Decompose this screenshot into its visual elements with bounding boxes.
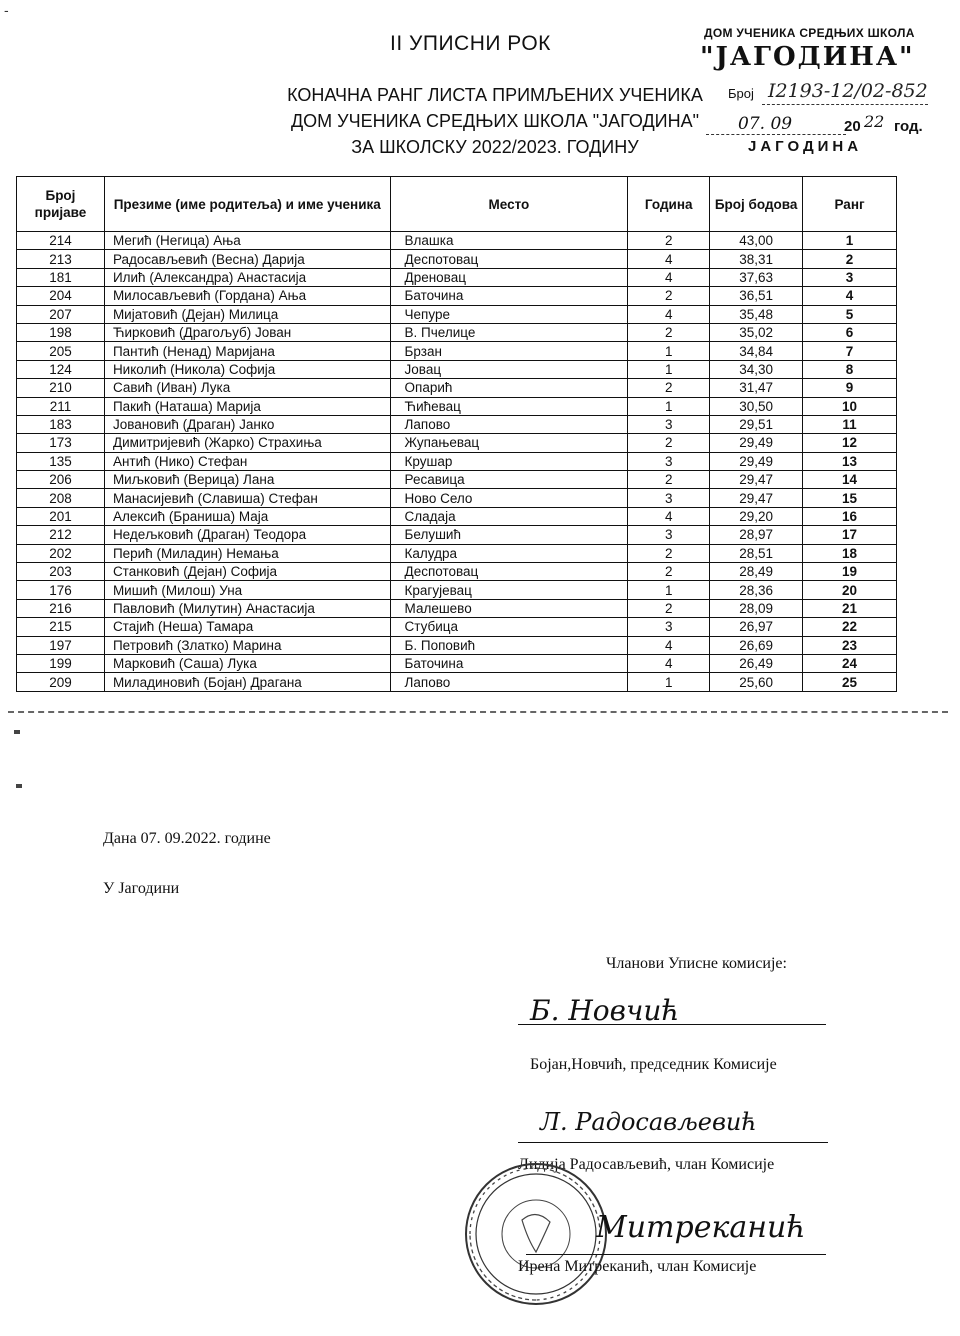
stamp-year-suffix: 22 bbox=[864, 112, 885, 131]
cell-app-no: 208 bbox=[17, 489, 105, 507]
table-row bbox=[17, 489, 897, 507]
table-row bbox=[17, 673, 897, 691]
stamp-city: ЈАГОДИНА bbox=[748, 138, 863, 155]
cell-rank: 20 bbox=[803, 581, 897, 599]
cell-year: 1 bbox=[628, 397, 710, 415]
cell-rank: 24 bbox=[803, 654, 897, 672]
cell-app-no: 204 bbox=[17, 287, 105, 305]
cell-rank: 6 bbox=[803, 323, 897, 341]
cell-place: Ресавица bbox=[390, 471, 628, 489]
cell-app-no: 215 bbox=[17, 618, 105, 636]
cell-name: Милосављевић (Гордана) Ања bbox=[104, 287, 390, 305]
cell-year: 2 bbox=[628, 323, 710, 341]
table-row bbox=[17, 305, 897, 323]
cell-place: В. Пчелице bbox=[390, 323, 628, 341]
cell-app-no: 202 bbox=[17, 544, 105, 562]
table-row bbox=[17, 379, 897, 397]
scan-speck bbox=[16, 784, 22, 788]
cell-place: Чепуре bbox=[390, 305, 628, 323]
cell-place: Стубица bbox=[390, 618, 628, 636]
cell-place: Калудра bbox=[390, 544, 628, 562]
cell-name: Антић (Нико) Стефан bbox=[104, 452, 390, 470]
heading-line-2: ДОМ УЧЕНИКА СРЕДЊИХ ШКОЛА "ЈАГОДИНА" bbox=[290, 111, 700, 131]
cell-points: 37,63 bbox=[710, 268, 803, 286]
cell-rank: 11 bbox=[803, 415, 897, 433]
date-line: Дана 07. 09.2022. године bbox=[103, 830, 271, 847]
cell-app-no: 124 bbox=[17, 360, 105, 378]
commission-heading: Чланови Уписне комисије: bbox=[606, 955, 787, 972]
cell-year: 3 bbox=[628, 415, 710, 433]
header-rank: Ранг bbox=[803, 177, 897, 232]
cell-name: Мишић (Милош) Уна bbox=[104, 581, 390, 599]
cell-rank: 13 bbox=[803, 452, 897, 470]
document-heading bbox=[255, 82, 735, 160]
cell-name: Николић (Никола) Софија bbox=[104, 360, 390, 378]
table-row bbox=[17, 452, 897, 470]
cell-year: 1 bbox=[628, 581, 710, 599]
cell-year: 2 bbox=[628, 599, 710, 617]
corner-mark: - bbox=[4, 2, 9, 18]
cell-place: Ћићевац bbox=[390, 397, 628, 415]
header-year: Година bbox=[628, 177, 710, 232]
cell-app-no: 206 bbox=[17, 471, 105, 489]
cell-points: 29,47 bbox=[710, 471, 803, 489]
cell-year: 2 bbox=[628, 232, 710, 250]
cell-year: 4 bbox=[628, 654, 710, 672]
cell-app-no: 173 bbox=[17, 434, 105, 452]
cell-rank: 9 bbox=[803, 379, 897, 397]
cell-points: 43,00 bbox=[710, 232, 803, 250]
table-row bbox=[17, 232, 897, 250]
cell-points: 28,49 bbox=[710, 563, 803, 581]
cell-points: 25,60 bbox=[710, 673, 803, 691]
rank-list-table bbox=[16, 176, 897, 692]
cell-points: 29,49 bbox=[710, 434, 803, 452]
cell-year: 4 bbox=[628, 636, 710, 654]
cell-app-no: 211 bbox=[17, 397, 105, 415]
table-row bbox=[17, 323, 897, 341]
cell-app-no: 205 bbox=[17, 342, 105, 360]
cell-app-no: 183 bbox=[17, 415, 105, 433]
cell-place: Жупањевац bbox=[390, 434, 628, 452]
cell-rank: 4 bbox=[803, 287, 897, 305]
registry-stamp bbox=[698, 24, 928, 164]
table-row bbox=[17, 434, 897, 452]
cell-place: Ново Село bbox=[390, 489, 628, 507]
cell-place: Влашка bbox=[390, 232, 628, 250]
table-row bbox=[17, 599, 897, 617]
cell-rank: 17 bbox=[803, 526, 897, 544]
cell-year: 2 bbox=[628, 563, 710, 581]
table-row bbox=[17, 342, 897, 360]
cell-name: Марковић (Саша) Лука bbox=[104, 654, 390, 672]
cell-app-no: 216 bbox=[17, 599, 105, 617]
signature-2: Л. Радосављевић bbox=[540, 1108, 757, 1136]
cell-year: 2 bbox=[628, 544, 710, 562]
cell-year: 4 bbox=[628, 305, 710, 323]
cell-points: 34,84 bbox=[710, 342, 803, 360]
table-row bbox=[17, 287, 897, 305]
cell-points: 31,47 bbox=[710, 379, 803, 397]
cell-app-no: 214 bbox=[17, 232, 105, 250]
cell-year: 2 bbox=[628, 287, 710, 305]
cell-year: 1 bbox=[628, 360, 710, 378]
cell-place: Дреновац bbox=[390, 268, 628, 286]
cell-app-no: 203 bbox=[17, 563, 105, 581]
cell-year: 3 bbox=[628, 618, 710, 636]
cell-points: 28,97 bbox=[710, 526, 803, 544]
cell-points: 38,31 bbox=[710, 250, 803, 268]
place-line: У Јагодини bbox=[103, 880, 180, 897]
cell-name: Станковић (Дејан) Софија bbox=[104, 563, 390, 581]
cell-name: Миладиновић (Бојан) Драгана bbox=[104, 673, 390, 691]
cell-name: Стајић (Неша) Тамара bbox=[104, 618, 390, 636]
cell-app-no: 210 bbox=[17, 379, 105, 397]
stamp-number-value: I2193-12/02-852 bbox=[768, 80, 928, 102]
cell-place: Лапово bbox=[390, 415, 628, 433]
cell-place: Опарић bbox=[390, 379, 628, 397]
scan-speck bbox=[14, 730, 20, 734]
cell-rank: 12 bbox=[803, 434, 897, 452]
cell-year: 2 bbox=[628, 434, 710, 452]
member-caption-1: Бојан,Новчић, председник Комисије bbox=[530, 1056, 777, 1073]
cell-points: 26,69 bbox=[710, 636, 803, 654]
cell-place: Крагујевац bbox=[390, 581, 628, 599]
cell-name: Илић (Александра) Анастасија bbox=[104, 268, 390, 286]
cell-name: Миљковић (Верица) Лана bbox=[104, 471, 390, 489]
header-place: Место bbox=[390, 177, 628, 232]
header-points: Број бодова bbox=[710, 177, 803, 232]
table-row bbox=[17, 360, 897, 378]
member-caption-2: Лидија Радосављевић, члан Комисије bbox=[518, 1156, 775, 1173]
page-divider bbox=[8, 711, 948, 713]
cell-app-no: 199 bbox=[17, 654, 105, 672]
cell-rank: 8 bbox=[803, 360, 897, 378]
cell-year: 1 bbox=[628, 673, 710, 691]
cell-place: Белушић bbox=[390, 526, 628, 544]
signature-line-1 bbox=[518, 1024, 826, 1025]
cell-year: 4 bbox=[628, 507, 710, 525]
cell-place: Лапово bbox=[390, 673, 628, 691]
signature-line-3 bbox=[526, 1254, 826, 1255]
cell-year: 4 bbox=[628, 250, 710, 268]
cell-points: 26,49 bbox=[710, 654, 803, 672]
cell-year: 1 bbox=[628, 342, 710, 360]
cell-app-no: 197 bbox=[17, 636, 105, 654]
cell-points: 36,51 bbox=[710, 287, 803, 305]
cell-points: 35,48 bbox=[710, 305, 803, 323]
table-row bbox=[17, 471, 897, 489]
cell-points: 29,49 bbox=[710, 452, 803, 470]
table-row bbox=[17, 250, 897, 268]
cell-points: 35,02 bbox=[710, 323, 803, 341]
cell-name: Пакић (Наташа) Марија bbox=[104, 397, 390, 415]
cell-points: 28,36 bbox=[710, 581, 803, 599]
cell-points: 29,47 bbox=[710, 489, 803, 507]
round-title: II УПИСНИ РОК bbox=[390, 32, 551, 55]
table-header-row bbox=[17, 177, 897, 232]
cell-points: 28,51 bbox=[710, 544, 803, 562]
stamp-institution: ДОМ УЧЕНИКА СРЕДЊИХ ШКОЛА bbox=[704, 26, 915, 40]
cell-name: Недељковић (Драган) Теодора bbox=[104, 526, 390, 544]
cell-rank: 19 bbox=[803, 563, 897, 581]
table-row bbox=[17, 544, 897, 562]
table-row bbox=[17, 526, 897, 544]
cell-year: 3 bbox=[628, 452, 710, 470]
cell-rank: 15 bbox=[803, 489, 897, 507]
cell-year: 2 bbox=[628, 471, 710, 489]
cell-place: Деспотовац bbox=[390, 250, 628, 268]
table-row bbox=[17, 507, 897, 525]
cell-place: Малешево bbox=[390, 599, 628, 617]
stamp-name: "ЈАГОДИНА" bbox=[700, 42, 915, 72]
cell-year: 4 bbox=[628, 268, 710, 286]
stamp-number-rule bbox=[762, 104, 928, 105]
cell-name: Алексић (Браниша) Маја bbox=[104, 507, 390, 525]
cell-app-no: 181 bbox=[17, 268, 105, 286]
cell-rank: 14 bbox=[803, 471, 897, 489]
cell-app-no: 209 bbox=[17, 673, 105, 691]
table-body bbox=[17, 232, 897, 692]
signature-line-2 bbox=[518, 1142, 828, 1143]
signature-3: Митреканић bbox=[596, 1210, 806, 1245]
cell-rank: 16 bbox=[803, 507, 897, 525]
cell-name: Јовановић (Драган) Јанко bbox=[104, 415, 390, 433]
cell-points: 29,51 bbox=[710, 415, 803, 433]
cell-place: Баточина bbox=[390, 287, 628, 305]
cell-name: Пантић (Ненад) Маријана bbox=[104, 342, 390, 360]
cell-place: Јовац bbox=[390, 360, 628, 378]
cell-rank: 2 bbox=[803, 250, 897, 268]
cell-points: 26,97 bbox=[710, 618, 803, 636]
cell-name: Мијатовић (Дејан) Милица bbox=[104, 305, 390, 323]
signature-1: Б. Новчић bbox=[530, 994, 680, 1027]
cell-rank: 7 bbox=[803, 342, 897, 360]
cell-place: Баточина bbox=[390, 654, 628, 672]
table-row bbox=[17, 618, 897, 636]
cell-rank: 18 bbox=[803, 544, 897, 562]
cell-points: 30,50 bbox=[710, 397, 803, 415]
header-student-name: Презиме (име родитеља) и име ученика bbox=[104, 177, 390, 232]
cell-name: Димитријевић (Жарко) Страхиња bbox=[104, 434, 390, 452]
cell-place: Б. Поповић bbox=[390, 636, 628, 654]
table-row bbox=[17, 268, 897, 286]
cell-name: Ћирковић (Драгољуб) Јован bbox=[104, 323, 390, 341]
table-row bbox=[17, 654, 897, 672]
cell-name: Павловић (Милутин) Анастасија bbox=[104, 599, 390, 617]
table-row bbox=[17, 415, 897, 433]
stamp-year-prefix: 20 bbox=[844, 118, 861, 135]
cell-name: Савић (Иван) Лука bbox=[104, 379, 390, 397]
cell-app-no: 201 bbox=[17, 507, 105, 525]
cell-app-no: 176 bbox=[17, 581, 105, 599]
cell-place: Брзан bbox=[390, 342, 628, 360]
cell-year: 3 bbox=[628, 489, 710, 507]
cell-app-no: 198 bbox=[17, 323, 105, 341]
official-seal-icon bbox=[462, 1160, 610, 1308]
stamp-date-rule bbox=[706, 134, 846, 135]
cell-rank: 25 bbox=[803, 673, 897, 691]
cell-points: 29,20 bbox=[710, 507, 803, 525]
cell-points: 28,09 bbox=[710, 599, 803, 617]
cell-name: Манасијевић (Славиша) Стефан bbox=[104, 489, 390, 507]
table-row bbox=[17, 397, 897, 415]
cell-name: Мегић (Негица) Ања bbox=[104, 232, 390, 250]
stamp-number-label: Број bbox=[728, 86, 754, 101]
cell-name: Петровић (Златко) Марина bbox=[104, 636, 390, 654]
cell-app-no: 213 bbox=[17, 250, 105, 268]
header-application-number: Број пријаве bbox=[17, 177, 105, 232]
cell-rank: 10 bbox=[803, 397, 897, 415]
cell-year: 2 bbox=[628, 379, 710, 397]
cell-rank: 3 bbox=[803, 268, 897, 286]
table-row bbox=[17, 636, 897, 654]
cell-rank: 1 bbox=[803, 232, 897, 250]
cell-name: Радосављевић (Весна) Дарија bbox=[104, 250, 390, 268]
heading-line-3: ЗА ШКОЛСКУ 2022/2023. ГОДИНУ bbox=[351, 137, 639, 157]
cell-rank: 22 bbox=[803, 618, 897, 636]
stamp-year-label: год. bbox=[894, 118, 923, 135]
heading-line-1: КОНАЧНА РАНГ ЛИСТА ПРИМЉЕНИХ УЧЕНИКА bbox=[287, 85, 703, 105]
cell-place: Крушар bbox=[390, 452, 628, 470]
table-row bbox=[17, 563, 897, 581]
cell-app-no: 207 bbox=[17, 305, 105, 323]
cell-points: 34,30 bbox=[710, 360, 803, 378]
table-row bbox=[17, 581, 897, 599]
cell-app-no: 135 bbox=[17, 452, 105, 470]
cell-rank: 21 bbox=[803, 599, 897, 617]
cell-rank: 5 bbox=[803, 305, 897, 323]
cell-app-no: 212 bbox=[17, 526, 105, 544]
member-caption-3: Ирена Митреканић, члан Комисије bbox=[518, 1258, 757, 1275]
cell-name: Перић (Миладин) Немања bbox=[104, 544, 390, 562]
cell-rank: 23 bbox=[803, 636, 897, 654]
cell-place: Деспотовац bbox=[390, 563, 628, 581]
cell-place: Сладаја bbox=[390, 507, 628, 525]
cell-year: 3 bbox=[628, 526, 710, 544]
stamp-date-value: 07. 09 bbox=[738, 114, 793, 134]
